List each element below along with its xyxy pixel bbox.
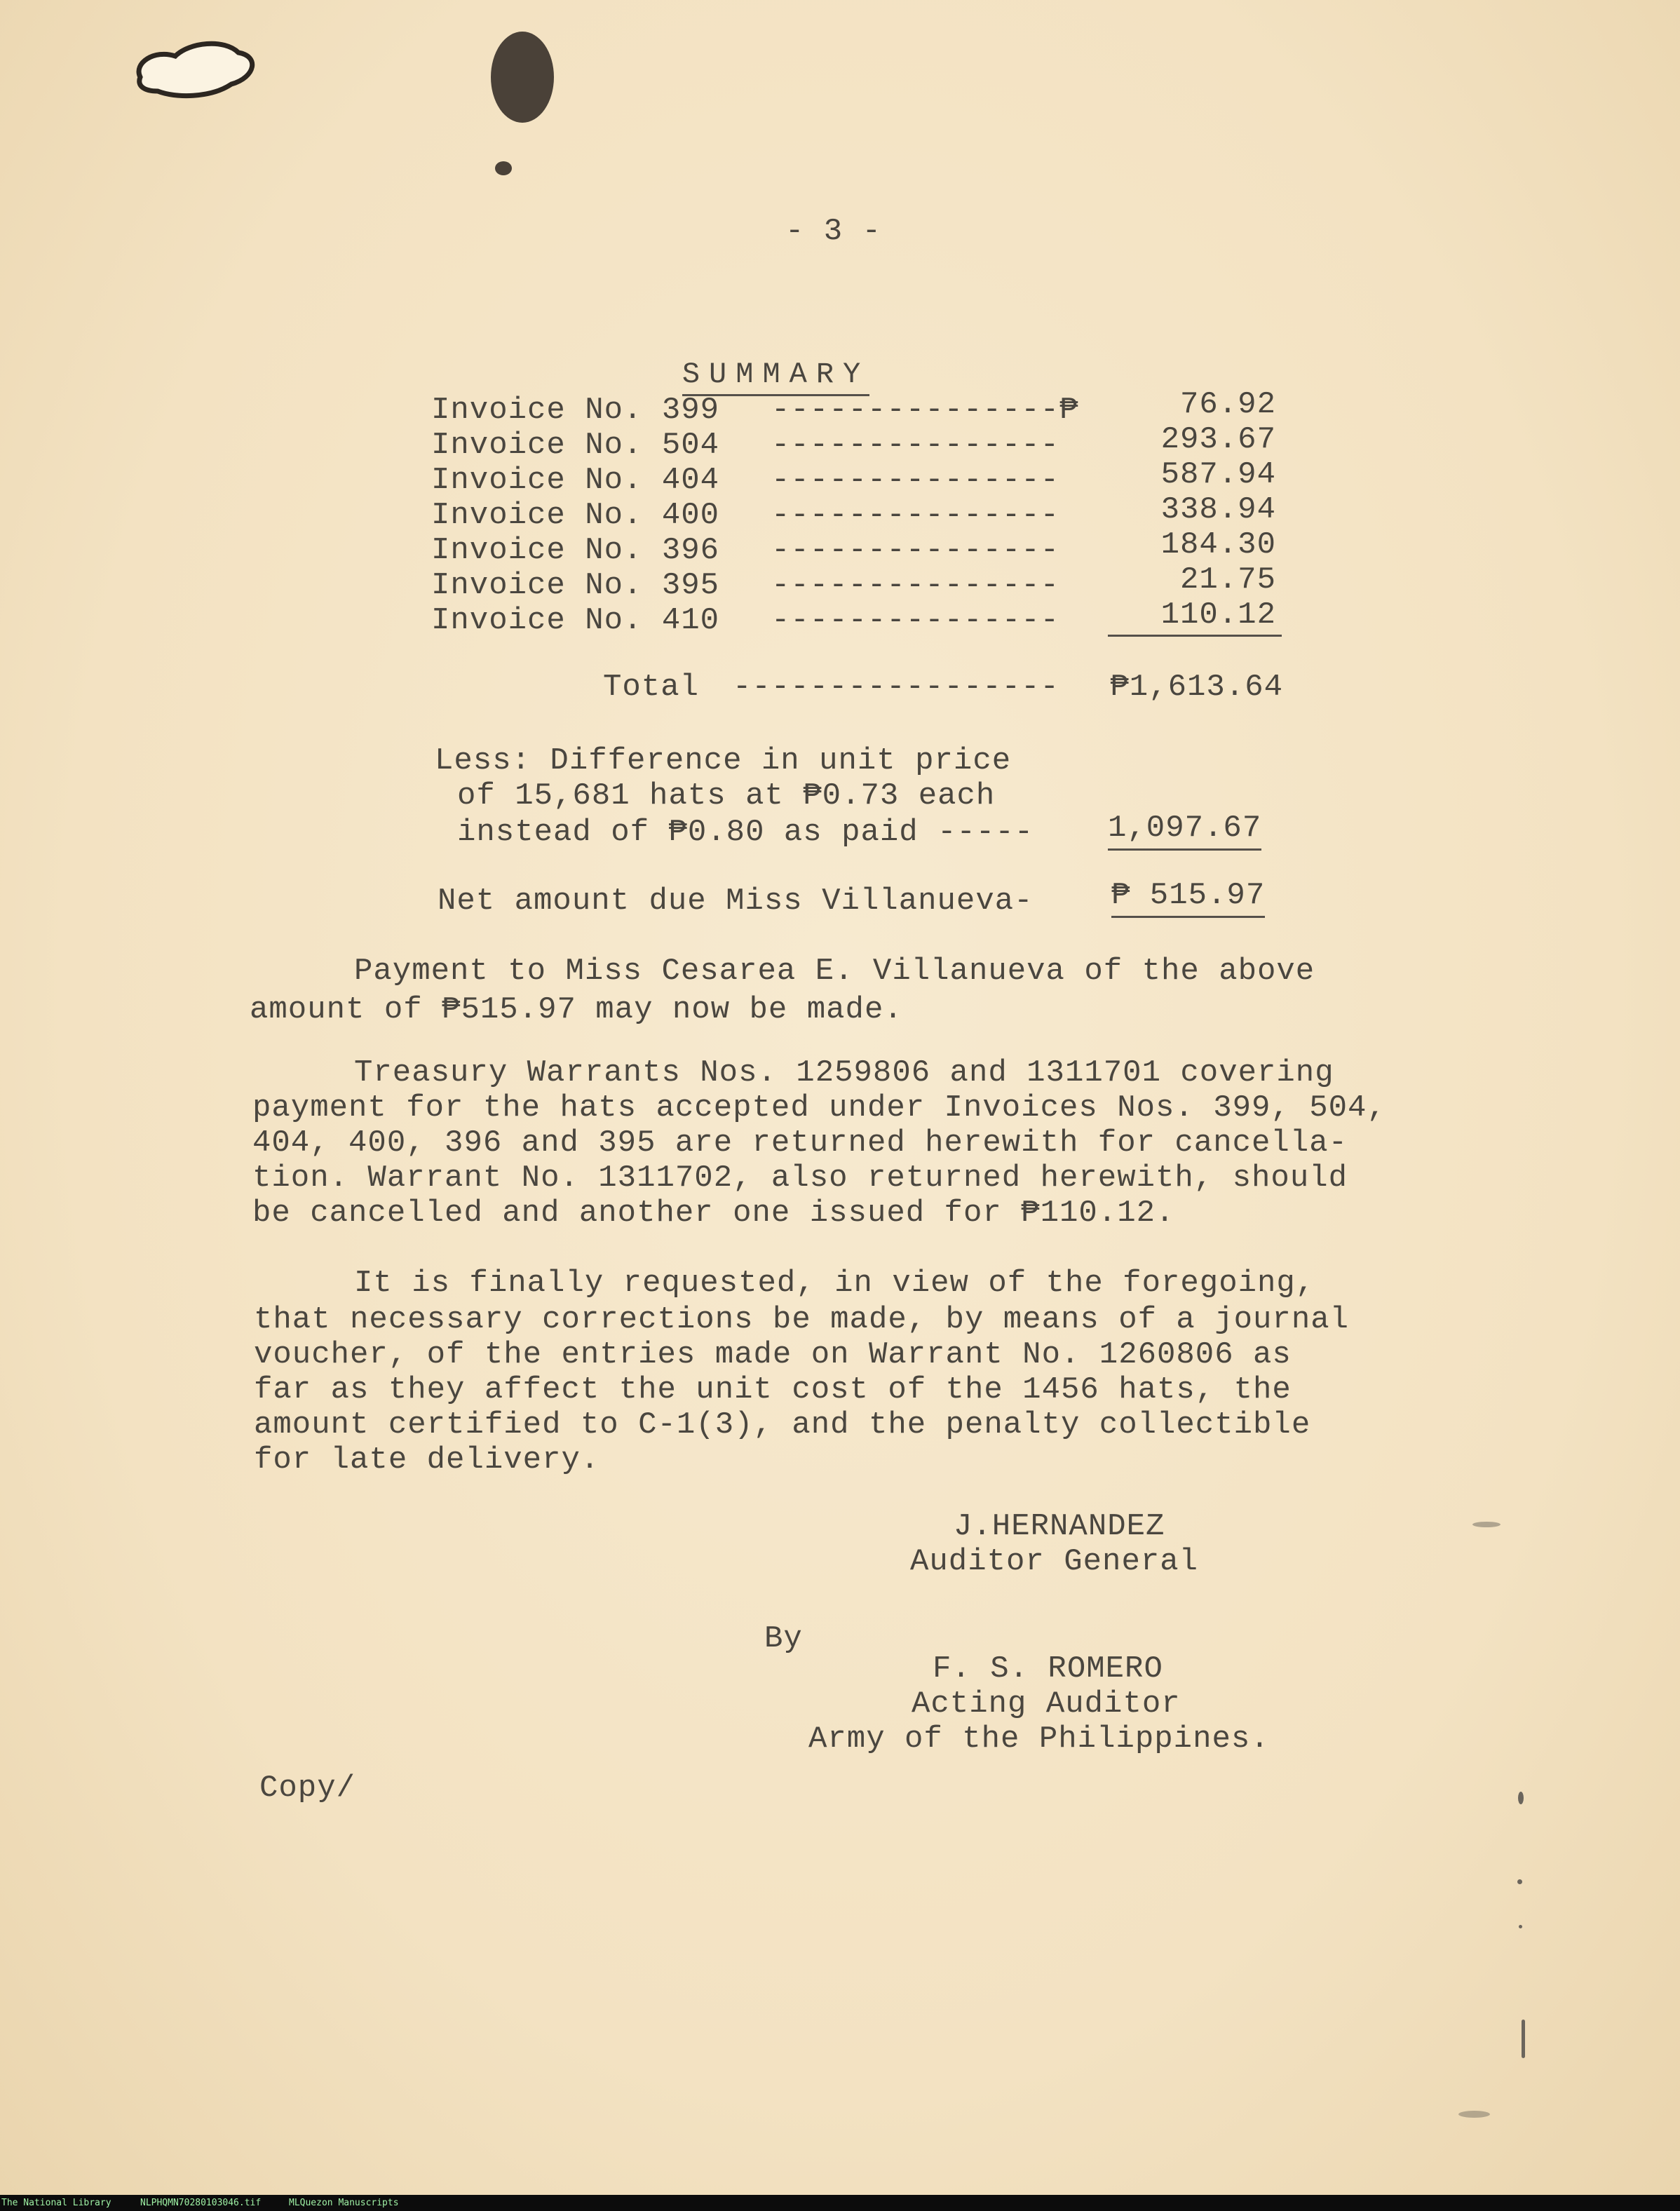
invoice-label: Invoice No. 410	[431, 603, 720, 638]
net-label: Net amount due Miss Villanueva-	[438, 884, 1034, 919]
invoice-amount: 338.94	[1160, 492, 1276, 527]
margin-mark	[1472, 1522, 1501, 1527]
paragraph3-line: far as they affect the unit cost of the 1456 hats, the	[254, 1372, 1292, 1407]
less-line-2: of 15,681 hats at ₱0.73 each	[457, 778, 996, 813]
invoice-leader: ---------------	[771, 603, 1060, 638]
margin-mark	[1518, 1792, 1524, 1804]
footer-file: NLPHQMN70280103046.tif	[140, 2198, 262, 2208]
copy-note: Copy/	[259, 1771, 356, 1806]
less-amount: 1,097.67	[1108, 811, 1261, 846]
net-amount: ₱ 515.97	[1111, 878, 1265, 913]
total-label: Total	[603, 670, 700, 705]
ink-blot-stain	[484, 28, 568, 189]
paragraph3-line: for late delivery.	[254, 1442, 600, 1478]
invoice-amount: 184.30	[1160, 527, 1276, 562]
invoice-leader: ---------------	[771, 498, 1060, 533]
invoice-amount: 110.12	[1160, 597, 1276, 633]
invoice-label: Invoice No. 400	[431, 498, 720, 533]
invoice-amount: 21.75	[1179, 562, 1276, 597]
invoice-label: Invoice No. 504	[431, 428, 720, 463]
invoice-label: Invoice No. 396	[431, 533, 720, 568]
signatory1-name: J.HERNANDEZ	[954, 1509, 1165, 1544]
by-label: By	[764, 1621, 803, 1656]
signatory1-title: Auditor General	[910, 1544, 1199, 1579]
invoice-label: Invoice No. 395	[431, 568, 720, 603]
invoice-leader: ---------------	[771, 463, 1060, 498]
paragraph2-line: be cancelled and another one issued for ₱110.12.	[252, 1196, 1175, 1231]
scan-footer-bar	[0, 2195, 1680, 2211]
invoice-leader: ---------------₱	[771, 393, 1079, 428]
invoice-amount: 76.92	[1179, 387, 1276, 422]
total-leader: -----------------	[733, 670, 1059, 705]
paper-hole-stain	[126, 35, 266, 105]
margin-mark	[1522, 2020, 1525, 2058]
less-line-3: instead of ₱0.80 as paid -----	[457, 815, 1034, 850]
paragraph3-line: It is finally requested, in view of the foregoing,	[354, 1266, 1315, 1301]
paragraph1-line: amount of ₱515.97 may now be made.	[250, 992, 903, 1027]
paragraph2-line: payment for the hats accepted under Invoices Nos. 399, 504,	[252, 1090, 1386, 1125]
total-amount: ₱1,613.64	[1110, 670, 1283, 705]
invoice-amount: 587.94	[1160, 457, 1276, 492]
margin-mark	[1458, 2111, 1490, 2118]
invoice-amount: 293.67	[1160, 422, 1276, 457]
paragraph3-line: that necessary corrections be made, by means of a journal	[254, 1302, 1350, 1337]
margin-mark	[1519, 1925, 1522, 1928]
signatory2-title: Acting Auditor	[912, 1686, 1181, 1722]
footer-collection: MLQuezon Manuscripts	[289, 2198, 399, 2208]
invoice-leader: ---------------	[771, 428, 1060, 463]
invoice-leader: ---------------	[771, 568, 1060, 603]
subtotal-rule	[1108, 635, 1282, 637]
margin-mark	[1517, 1879, 1522, 1884]
summary-title: SUMMARY	[575, 324, 869, 425]
paragraph2-line: Treasury Warrants Nos. 1259806 and 1311701 covering	[354, 1055, 1334, 1090]
invoice-label: Invoice No. 404	[431, 463, 720, 498]
invoice-label: Invoice No. 399	[431, 393, 720, 428]
paragraph2-line: tion. Warrant No. 1311702, also returned herewith, should	[252, 1161, 1348, 1196]
paragraph1-line: Payment to Miss Cesarea E. Villanueva of the above	[354, 954, 1315, 989]
paragraph2-line: 404, 400, 396 and 395 are returned herewith for cancella-	[252, 1125, 1348, 1161]
paragraph3-line: amount certified to C-1(3), and the penalty collectible	[254, 1407, 1311, 1442]
page-number: - 3 -	[785, 214, 882, 249]
invoice-leader: ---------------	[771, 533, 1060, 568]
paragraph3-line: voucher, of the entries made on Warrant No. 1260806 as	[254, 1337, 1292, 1372]
signatory2-name: F. S. ROMERO	[933, 1651, 1163, 1686]
footer-library: The National Library	[1, 2198, 111, 2208]
less-line-1: Less: Difference in unit price	[435, 743, 1012, 778]
signatory2-org: Army of the Philippines.	[808, 1722, 1270, 1757]
